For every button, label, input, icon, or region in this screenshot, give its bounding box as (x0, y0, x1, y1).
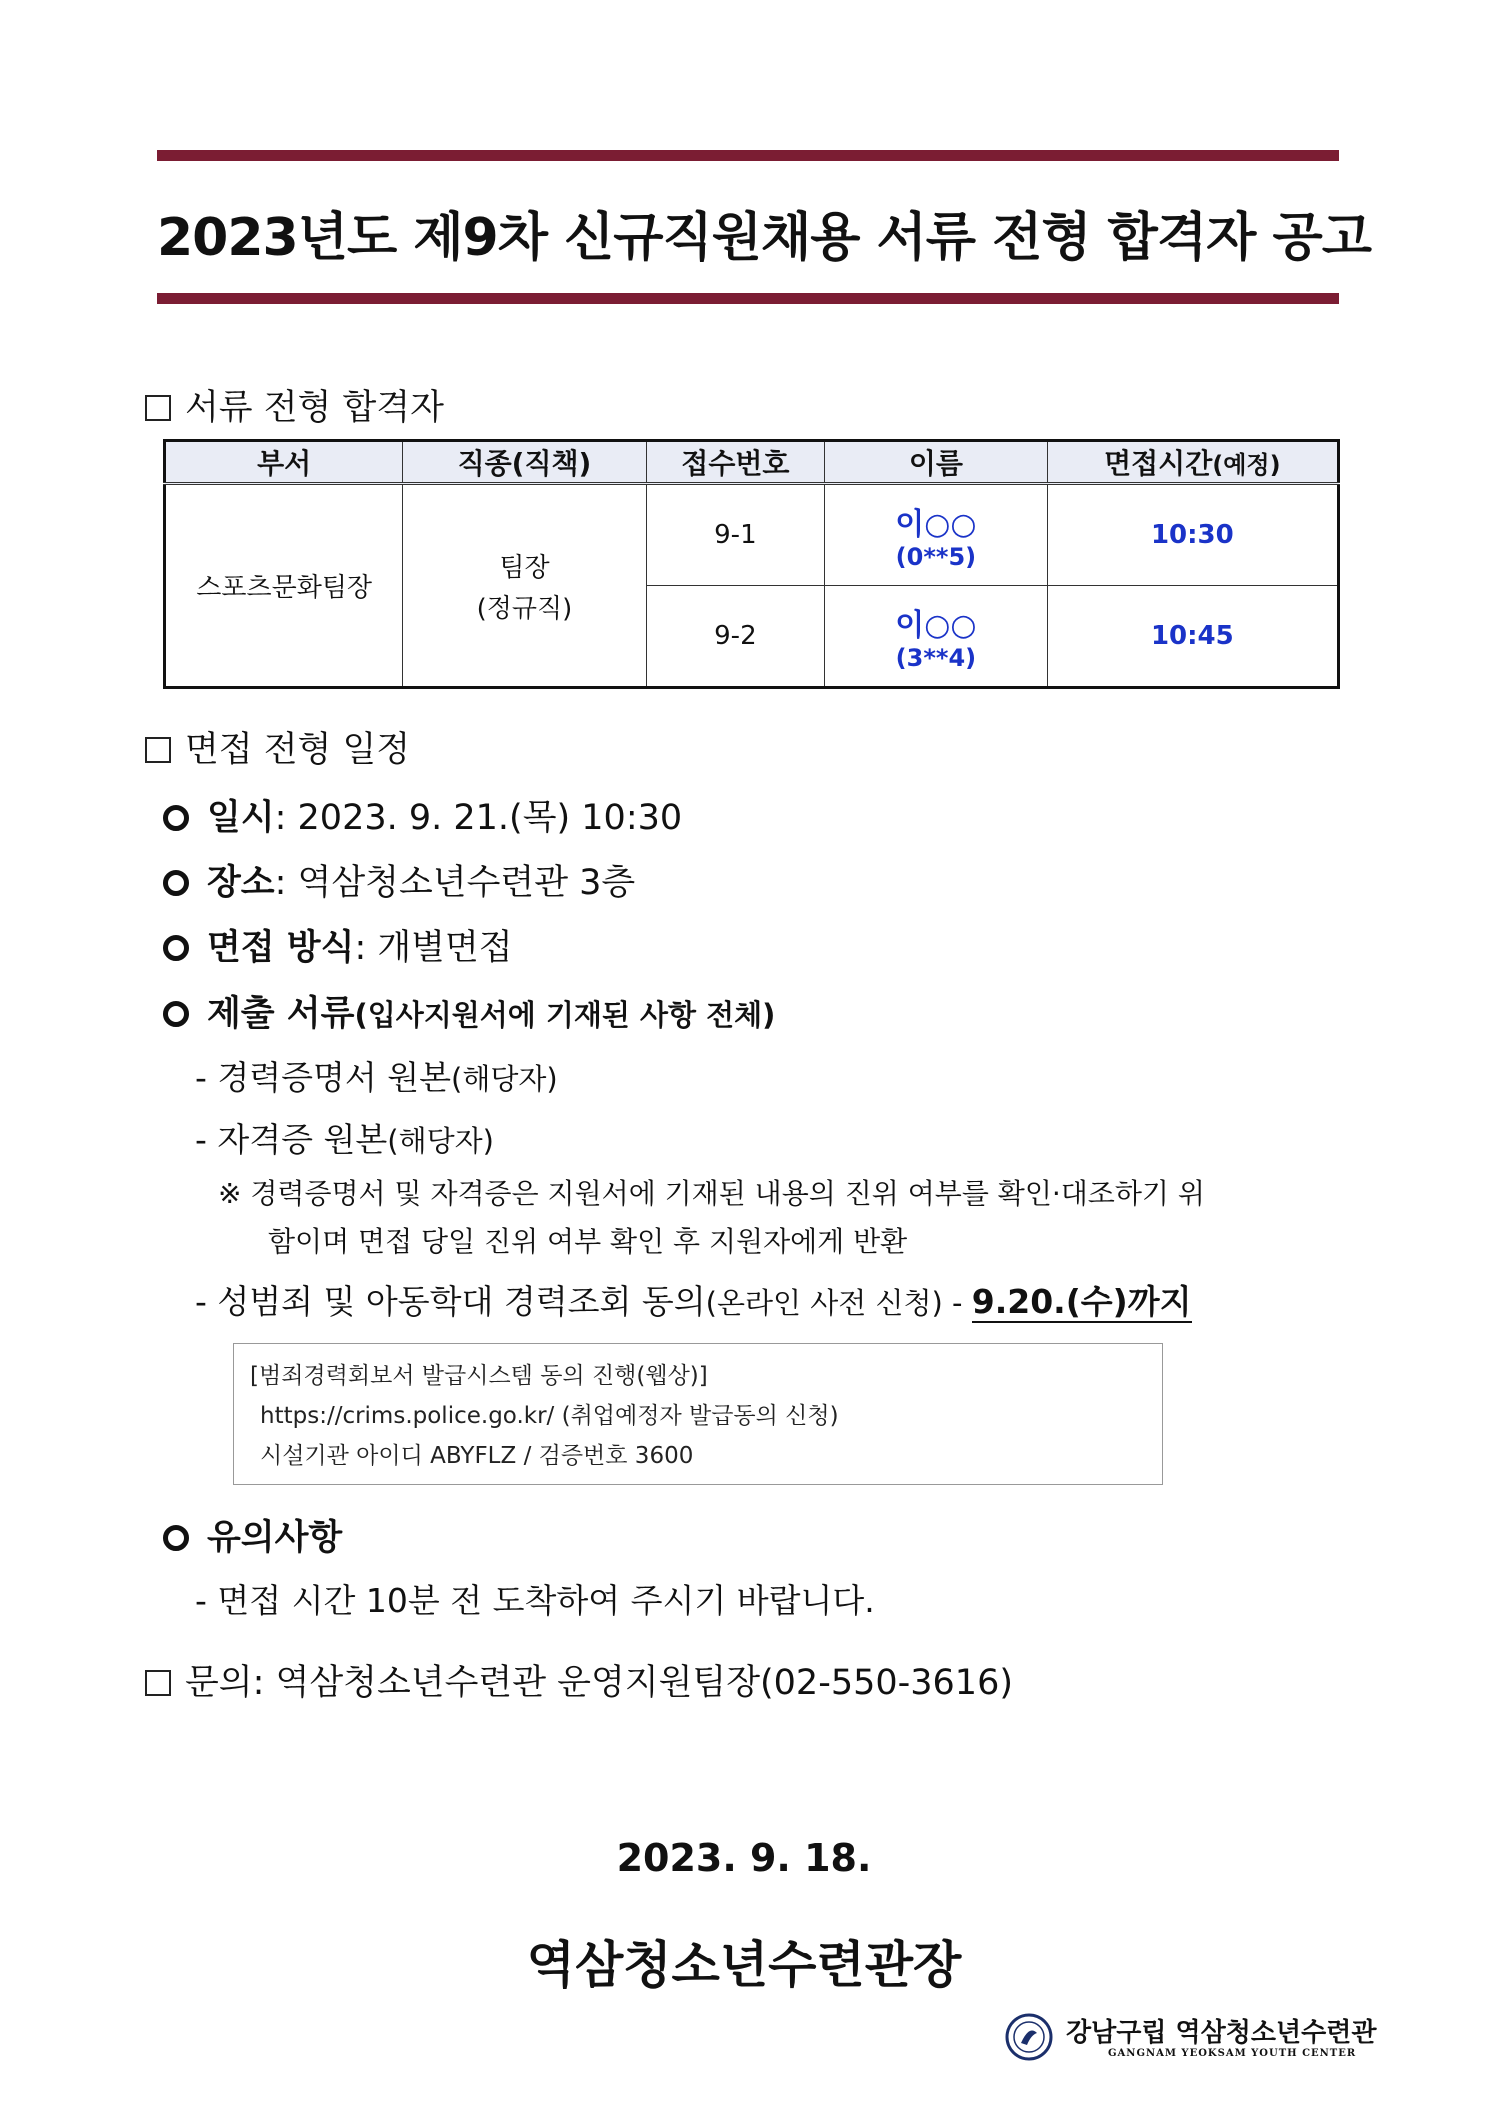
pass-heading: 서류 전형 합격자 (145, 380, 444, 430)
schedule-place: 장소: 역삼청소년수련관 3층 (163, 855, 635, 905)
bullet-circle-icon (163, 805, 189, 831)
schedule-docs: 제출 서류(입사지원서에 기재된 사항 전체) (163, 986, 775, 1036)
table-row (165, 484, 1339, 586)
bullet-circle-icon (163, 1001, 189, 1027)
schedule-heading: 면접 전형 일정 (145, 722, 410, 772)
title-top-rule (157, 150, 1339, 161)
header-position: 직종(직책) (403, 441, 646, 484)
checkbox-icon (145, 737, 171, 763)
page-title: 2023년도 제9차 신규직원채용 서류 전형 합격자 공고 (157, 208, 1371, 268)
notice-line: - 면접 시간 10분 전 도착하여 주시기 바랍니다. (195, 1581, 875, 1620)
time-cell: 10:45 (1047, 586, 1338, 688)
doc-career: - 경력증명서 원본(해당자) (195, 1058, 558, 1097)
name-cell: 이○○ (0**5) (825, 484, 1048, 586)
doc-consent: - 성범죄 및 아동학대 경력조회 동의(온라인 사전 신청) - 9.20.(수)까지 (195, 1282, 1192, 1321)
schedule-method: 면접 방식: 개별면접 (163, 920, 513, 970)
checkbox-icon (145, 1670, 171, 1696)
bullet-circle-icon (163, 870, 189, 896)
inquiry: 문의: 역삼청소년수련관 운영지원팀장(02-550-3616) (145, 1655, 1013, 1705)
notice-heading: 유의사항 (163, 1510, 342, 1560)
position-cell: 팀장 (정규직) (403, 484, 646, 688)
header-number: 접수번호 (646, 441, 825, 484)
logo-text-kr: 강남구립 역삼청소년수련관 (1066, 2018, 1377, 2048)
table-header-row (165, 441, 1339, 484)
title-bottom-rule (157, 293, 1339, 304)
header-name: 이름 (825, 441, 1048, 484)
pass-table (163, 439, 1340, 689)
number-cell: 9-1 (646, 484, 825, 586)
bullet-circle-icon (163, 935, 189, 961)
bullet-circle-icon (163, 1525, 189, 1551)
issue-date: 2023. 9. 18. (616, 1836, 872, 1880)
header-time: 면접시간(예정) (1047, 441, 1338, 484)
name-cell: 이○○ (3**4) (825, 586, 1048, 688)
schedule-date: 일시: 2023. 9. 21.(목) 10:30 (163, 790, 682, 840)
signature: 역삼청소년수련관장 (526, 1936, 962, 1994)
logo-emblem-icon (1005, 2013, 1053, 2061)
header-department: 부서 (165, 441, 403, 484)
remark-line-1: ※ 경력증명서 및 자격증은 지원서에 기재된 내용의 진위 여부를 확인·대조하기 위 (218, 1177, 1205, 1210)
doc-license: - 자격증 원본(해당자) (195, 1120, 494, 1159)
logo-text-en: GANGNAM YEOKSAM YOUTH CENTER (1108, 2048, 1357, 2059)
time-cell: 10:30 (1047, 484, 1338, 586)
consent-info-box: [범죄경력회보서 발급시스템 동의 진행(웹상)] https://crims.police.go.kr/ (취업예정자 발급동의 신청) 시설기관 아이디 ABYFLZ / 검증번호 3600 (233, 1343, 1163, 1485)
number-cell: 9-2 (646, 586, 825, 688)
department-cell: 스포츠문화팀장 (165, 484, 403, 688)
remark-line-2: 함이며 면접 당일 진위 여부 확인 후 지원자에게 반환 (268, 1225, 908, 1258)
checkbox-icon (145, 395, 171, 421)
